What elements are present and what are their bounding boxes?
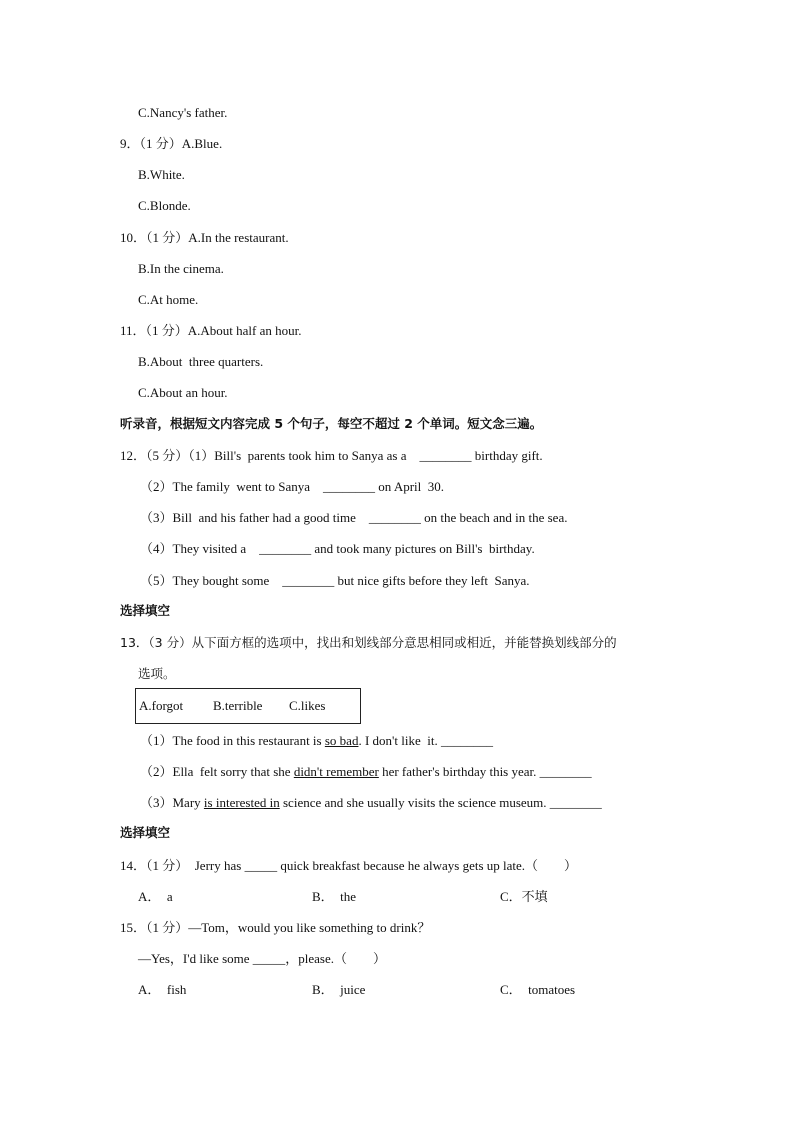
q10-option-c: C.At home. — [138, 292, 199, 307]
q15-option-b: B． juice — [312, 982, 366, 997]
q13-s3-underlined: is interested in — [203, 795, 280, 810]
q13-question-cont: 选项。 — [138, 666, 176, 681]
q11-option-c: C.About an hour. — [138, 385, 228, 400]
q9-option-b: B.White. — [138, 167, 185, 182]
q9-question: 9．（1 分）A.Blue. — [120, 136, 223, 151]
q9-option-c: C.Blonde. — [138, 198, 191, 213]
q13-sentence-2 — [140, 764, 592, 780]
q10-question: 10．（1 分）A.In the restaurant. — [120, 230, 289, 245]
q13-s1-underlined: so bad — [324, 733, 359, 748]
q13-s2-pre: （2）Ella felt sorry that she — [140, 764, 294, 779]
q13-s2-underlined: didn't remember — [293, 764, 379, 779]
q12-sentence-4: （4）They visited a ________ and took many pictures on Bill's birthday. — [140, 541, 535, 556]
section-choice-heading: 选择填空 — [120, 603, 171, 618]
q13-option-a: A.forgot — [139, 698, 184, 713]
q10-option-b: B.In the cinema. — [138, 261, 224, 276]
q13-sentence-3 — [140, 795, 602, 811]
q13-question: 13．（3 分）从下面方框的选项中，找出和划线部分意思相同或相近，并能替换划线部分的 — [120, 635, 617, 650]
q11-option-b: B.About three quarters. — [138, 354, 264, 369]
q14-option-b: B． the — [312, 889, 357, 904]
q12-sentence-3: （3）Bill and his father had a good time ________ on the beach and in the sea. — [140, 510, 568, 525]
section-listening-heading: 听录音，根据短文内容完成 5 个句子，每空不超过 2 个单词。短文念三遍。 — [120, 416, 543, 431]
q15-question: 15．（1 分）—Tom，would you like something to drink？ — [120, 920, 431, 935]
q15-option-a: A． fish — [138, 982, 187, 997]
q12-question: 12．（5 分）（1）Bill's parents took him to Sanya as a ________ birthday gift. — [120, 448, 543, 463]
q13-s1-post: . I don't like it. ________ — [358, 733, 493, 748]
q14-question: 14．（1 分） Jerry has _____ quick breakfast because he always gets up late.（ ） — [120, 858, 578, 873]
section-choice-heading-2: 选择填空 — [120, 825, 171, 840]
q11-question: 11．（1 分）A.About half an hour. — [120, 323, 302, 338]
q15-option-c: C． tomatoes — [500, 982, 576, 997]
q13-option-c: C.likes — [289, 698, 326, 713]
q14-option-a: A． a — [138, 889, 173, 904]
q12-sentence-2: （2）The family went to Sanya ________ on April 30. — [140, 479, 445, 494]
q8-option-c: C.Nancy's father. — [138, 105, 228, 120]
q13-s3-pre: （3）Mary — [140, 795, 204, 810]
q14-option-c: C．不填 — [500, 889, 548, 904]
q13-s3-post: science and she usually visits the science museum. ________ — [279, 795, 602, 810]
q13-s2-post: her father's birthday this year. ________ — [378, 764, 592, 779]
q13-s1-pre: （1）The food in this restaurant is — [140, 733, 325, 748]
q13-sentence-1 — [140, 733, 493, 749]
q12-sentence-5: （5）They bought some ________ but nice gifts before they left Sanya. — [140, 573, 530, 588]
q13-option-b: B.terrible — [213, 698, 263, 713]
q15-question-cont: —Yes，I'd like some _____，please.（ ） — [138, 951, 387, 966]
